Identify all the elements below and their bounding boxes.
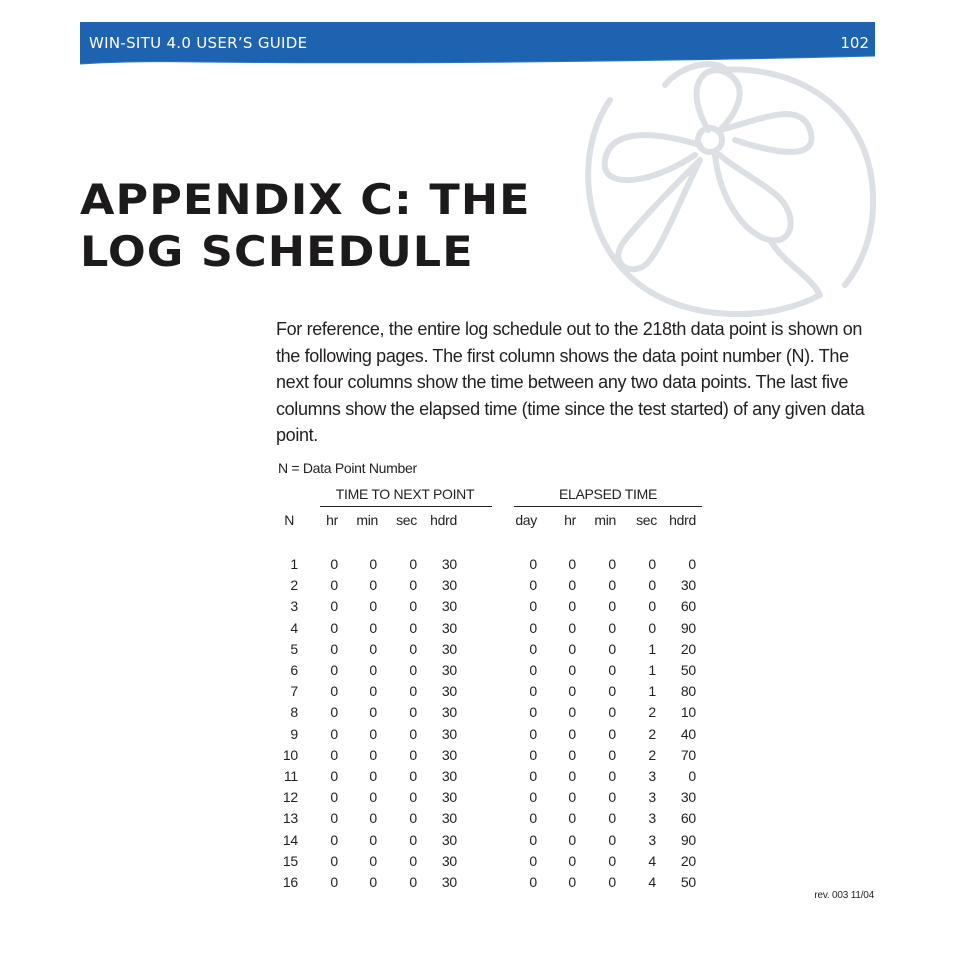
cell-elapsed-sec: 3 xyxy=(648,768,656,784)
cell-next-min: 0 xyxy=(369,789,377,806)
cell-elapsed-sec: 0 xyxy=(648,619,656,636)
cell-elapsed-hr: 0 xyxy=(568,810,576,827)
cell-elapsed-hr: 0 xyxy=(568,704,576,721)
cell-elapsed-sec: 3 xyxy=(648,810,656,827)
cell-elapsed-hdrd: 30 xyxy=(680,577,696,594)
column-header-elapsed-hdrd: hdrd xyxy=(669,512,696,528)
column-header-elapsed-hr: hr xyxy=(564,512,576,528)
cell-elapsed-day: 0 xyxy=(529,768,537,784)
cell-next-hdrd: 30 xyxy=(441,662,457,678)
cell-elapsed-sec: 1 xyxy=(648,640,656,657)
column-header-next-min: min xyxy=(356,512,378,528)
cell-elapsed-day: 0 xyxy=(529,831,537,848)
cell-n: 10 xyxy=(282,746,298,763)
cell-n: 1 xyxy=(290,556,298,572)
cell-next-hdrd: 30 xyxy=(441,640,457,657)
cell-next-min: 0 xyxy=(369,662,377,678)
cell-elapsed-min: 0 xyxy=(608,640,616,657)
cell-elapsed-hdrd: 90 xyxy=(680,619,696,636)
cell-elapsed-hdrd: 50 xyxy=(680,874,696,890)
column-header-elapsed-day: day xyxy=(515,512,537,528)
cell-elapsed-sec: 0 xyxy=(648,556,656,572)
cell-elapsed-day: 0 xyxy=(529,619,537,636)
cell-next-min: 0 xyxy=(369,704,377,721)
cell-elapsed-hr: 0 xyxy=(568,577,576,594)
cell-next-min: 0 xyxy=(369,577,377,594)
cell-elapsed-sec: 3 xyxy=(648,831,656,848)
cell-next-hr: 0 xyxy=(330,556,338,572)
cell-n: 16 xyxy=(282,874,298,890)
cell-next-hr: 0 xyxy=(330,852,338,869)
cell-next-min: 0 xyxy=(369,810,377,827)
cell-elapsed-day: 0 xyxy=(529,704,537,721)
column-header-n: N xyxy=(284,512,294,528)
cell-elapsed-hdrd: 40 xyxy=(680,725,696,742)
cell-elapsed-hdrd: 70 xyxy=(680,746,696,763)
cell-elapsed-hdrd: 60 xyxy=(680,598,696,615)
cell-elapsed-min: 0 xyxy=(608,852,616,869)
cell-next-hdrd: 30 xyxy=(441,831,457,848)
group-header-time-to-next-point: TIME TO NEXT POINT xyxy=(335,486,475,502)
cell-elapsed-day: 0 xyxy=(529,640,537,657)
cell-next-min: 0 xyxy=(369,852,377,869)
cell-next-sec: 0 xyxy=(409,662,417,678)
cell-next-hdrd: 30 xyxy=(441,852,457,869)
cell-n: 12 xyxy=(282,789,298,806)
cell-next-hr: 0 xyxy=(330,683,338,700)
intro-paragraph: For reference, the entire log schedule out to the 218th data point is shown on the following pages. The first column shows the data point number (N). The next four columns show the time between any two data points. The last five columns show the elapsed time (time since the test started) of any given data point. xyxy=(276,319,865,445)
cell-n: 3 xyxy=(290,598,298,615)
cell-next-hdrd: 30 xyxy=(441,725,457,742)
group-header-elapsed-time: ELAPSED TIME xyxy=(558,486,658,502)
cell-next-hr: 0 xyxy=(330,619,338,636)
cell-next-hr: 0 xyxy=(330,598,338,615)
cell-elapsed-day: 0 xyxy=(529,810,537,827)
cell-elapsed-day: 0 xyxy=(529,789,537,806)
cell-next-hr: 0 xyxy=(330,746,338,763)
cell-next-sec: 0 xyxy=(409,683,417,700)
cell-elapsed-sec: 2 xyxy=(648,746,656,763)
cell-elapsed-hr: 0 xyxy=(568,831,576,848)
cell-elapsed-hr: 0 xyxy=(568,662,576,678)
group-rule-next xyxy=(320,506,492,507)
page-title-line-2: LOG SCHEDULE xyxy=(80,227,474,276)
cell-elapsed-min: 0 xyxy=(608,662,616,678)
cell-elapsed-hr: 0 xyxy=(568,598,576,615)
cell-next-sec: 0 xyxy=(409,746,417,763)
cell-next-hr: 0 xyxy=(330,831,338,848)
cell-next-hdrd: 30 xyxy=(441,704,457,721)
cell-next-hdrd: 30 xyxy=(441,768,457,784)
cell-next-hdrd: 30 xyxy=(441,577,457,594)
cell-next-sec: 0 xyxy=(409,789,417,806)
cell-next-hr: 0 xyxy=(330,640,338,657)
cell-elapsed-hr: 0 xyxy=(568,874,576,890)
cell-elapsed-sec: 1 xyxy=(648,662,656,678)
cell-elapsed-min: 0 xyxy=(608,556,616,572)
cell-elapsed-sec: 0 xyxy=(648,598,656,615)
cell-next-sec: 0 xyxy=(409,831,417,848)
cell-next-hr: 0 xyxy=(330,789,338,806)
cell-next-hr: 0 xyxy=(330,768,338,784)
cell-elapsed-hdrd: 80 xyxy=(680,683,696,700)
cell-elapsed-hdrd: 0 xyxy=(688,768,696,784)
cell-n: 14 xyxy=(282,831,298,848)
cell-next-min: 0 xyxy=(369,746,377,763)
group-rule-elapsed xyxy=(514,506,702,507)
cell-n: 11 xyxy=(283,768,298,784)
cell-next-min: 0 xyxy=(369,598,377,615)
cell-next-sec: 0 xyxy=(409,852,417,869)
cell-elapsed-day: 0 xyxy=(529,556,537,572)
page-title xyxy=(80,174,531,278)
cell-elapsed-hdrd: 20 xyxy=(680,852,696,869)
cell-elapsed-day: 0 xyxy=(529,662,537,678)
cell-elapsed-hdrd: 60 xyxy=(680,810,696,827)
cell-next-sec: 0 xyxy=(409,725,417,742)
cell-elapsed-sec: 0 xyxy=(648,577,656,594)
legend-note: N = Data Point Number xyxy=(278,460,417,476)
cell-elapsed-min: 0 xyxy=(608,810,616,827)
cell-elapsed-min: 0 xyxy=(608,831,616,848)
cell-next-sec: 0 xyxy=(409,874,417,890)
cell-n: 13 xyxy=(282,810,298,827)
cell-next-hdrd: 30 xyxy=(441,556,457,572)
cell-elapsed-hr: 0 xyxy=(568,556,576,572)
cell-next-min: 0 xyxy=(369,619,377,636)
cell-elapsed-min: 0 xyxy=(608,683,616,700)
cell-next-hdrd: 30 xyxy=(441,619,457,636)
cell-elapsed-hr: 0 xyxy=(568,852,576,869)
cell-elapsed-hr: 0 xyxy=(568,768,576,784)
cell-elapsed-min: 0 xyxy=(608,768,616,784)
cell-elapsed-min: 0 xyxy=(608,789,616,806)
header-title: WIN-SITU 4.0 USER’S GUIDE xyxy=(89,34,308,52)
cell-elapsed-hdrd: 30 xyxy=(680,789,696,806)
cell-elapsed-hr: 0 xyxy=(568,789,576,806)
cell-next-min: 0 xyxy=(369,683,377,700)
cell-next-min: 0 xyxy=(369,874,377,890)
cell-elapsed-hr: 0 xyxy=(568,683,576,700)
cell-n: 9 xyxy=(290,725,298,742)
cell-next-hr: 0 xyxy=(330,662,338,678)
cell-n: 2 xyxy=(290,577,298,594)
cell-n: 4 xyxy=(290,619,298,636)
cell-elapsed-min: 0 xyxy=(608,577,616,594)
cell-elapsed-day: 0 xyxy=(529,683,537,700)
cell-elapsed-day: 0 xyxy=(529,577,537,594)
cell-next-hdrd: 30 xyxy=(441,810,457,827)
cell-next-hdrd: 30 xyxy=(441,746,457,763)
cell-elapsed-hdrd: 10 xyxy=(680,704,696,721)
cell-next-hr: 0 xyxy=(330,704,338,721)
cell-elapsed-sec: 4 xyxy=(648,874,656,890)
cell-next-hr: 0 xyxy=(330,874,338,890)
cell-n: 6 xyxy=(290,662,298,678)
cell-next-min: 0 xyxy=(369,768,377,784)
cell-next-hr: 0 xyxy=(330,810,338,827)
cell-elapsed-hdrd: 50 xyxy=(680,662,696,678)
revision-note: rev. 003 11/04 xyxy=(814,890,874,901)
cell-next-hdrd: 30 xyxy=(441,683,457,700)
cell-next-sec: 0 xyxy=(409,768,417,784)
cell-next-sec: 0 xyxy=(409,704,417,721)
cell-next-sec: 0 xyxy=(409,577,417,594)
column-header-next-hdrd: hdrd xyxy=(430,512,457,528)
cell-elapsed-hr: 0 xyxy=(568,746,576,763)
cell-n: 5 xyxy=(290,640,298,657)
cell-elapsed-day: 0 xyxy=(529,852,537,869)
column-header-next-hr: hr xyxy=(326,512,338,528)
page-title-line-1: APPENDIX C: THE xyxy=(80,175,531,224)
cell-elapsed-min: 0 xyxy=(608,598,616,615)
cell-next-sec: 0 xyxy=(409,619,417,636)
cell-elapsed-sec: 2 xyxy=(648,704,656,721)
cell-next-hr: 0 xyxy=(330,725,338,742)
cell-elapsed-min: 0 xyxy=(608,619,616,636)
cell-elapsed-hr: 0 xyxy=(568,619,576,636)
cell-n: 7 xyxy=(290,683,298,700)
cell-n: 15 xyxy=(282,852,298,869)
cell-elapsed-hr: 0 xyxy=(568,640,576,657)
cell-next-min: 0 xyxy=(369,556,377,572)
cell-elapsed-sec: 2 xyxy=(648,725,656,742)
column-header-elapsed-sec: sec xyxy=(636,512,657,528)
cell-elapsed-day: 0 xyxy=(529,874,537,890)
cell-elapsed-min: 0 xyxy=(608,874,616,890)
cell-next-min: 0 xyxy=(369,725,377,742)
cell-elapsed-hr: 0 xyxy=(568,725,576,742)
cell-elapsed-min: 0 xyxy=(608,746,616,763)
cell-elapsed-hdrd: 20 xyxy=(680,640,696,657)
column-header-next-sec: sec xyxy=(396,512,417,528)
column-header-elapsed-min: min xyxy=(594,512,616,528)
cell-next-sec: 0 xyxy=(409,556,417,572)
page-number: 102 xyxy=(840,34,869,52)
cell-n: 8 xyxy=(290,704,298,721)
cell-next-hdrd: 30 xyxy=(441,598,457,615)
cell-elapsed-hdrd: 90 xyxy=(680,831,696,848)
cell-elapsed-sec: 1 xyxy=(648,683,656,700)
cell-next-min: 0 xyxy=(369,640,377,657)
cell-next-min: 0 xyxy=(369,831,377,848)
cell-elapsed-day: 0 xyxy=(529,598,537,615)
cell-elapsed-day: 0 xyxy=(529,746,537,763)
cell-next-sec: 0 xyxy=(409,598,417,615)
cell-elapsed-min: 0 xyxy=(608,725,616,742)
cell-next-sec: 0 xyxy=(409,810,417,827)
cell-next-sec: 0 xyxy=(409,640,417,657)
cell-elapsed-day: 0 xyxy=(529,725,537,742)
cell-elapsed-min: 0 xyxy=(608,704,616,721)
cell-next-hdrd: 30 xyxy=(441,789,457,806)
cell-elapsed-sec: 3 xyxy=(648,789,656,806)
cell-elapsed-hdrd: 0 xyxy=(688,556,696,572)
cell-next-hdrd: 30 xyxy=(441,874,457,890)
clover-globe-logo-icon xyxy=(570,60,890,325)
cell-elapsed-sec: 4 xyxy=(648,852,656,869)
cell-next-hr: 0 xyxy=(330,577,338,594)
